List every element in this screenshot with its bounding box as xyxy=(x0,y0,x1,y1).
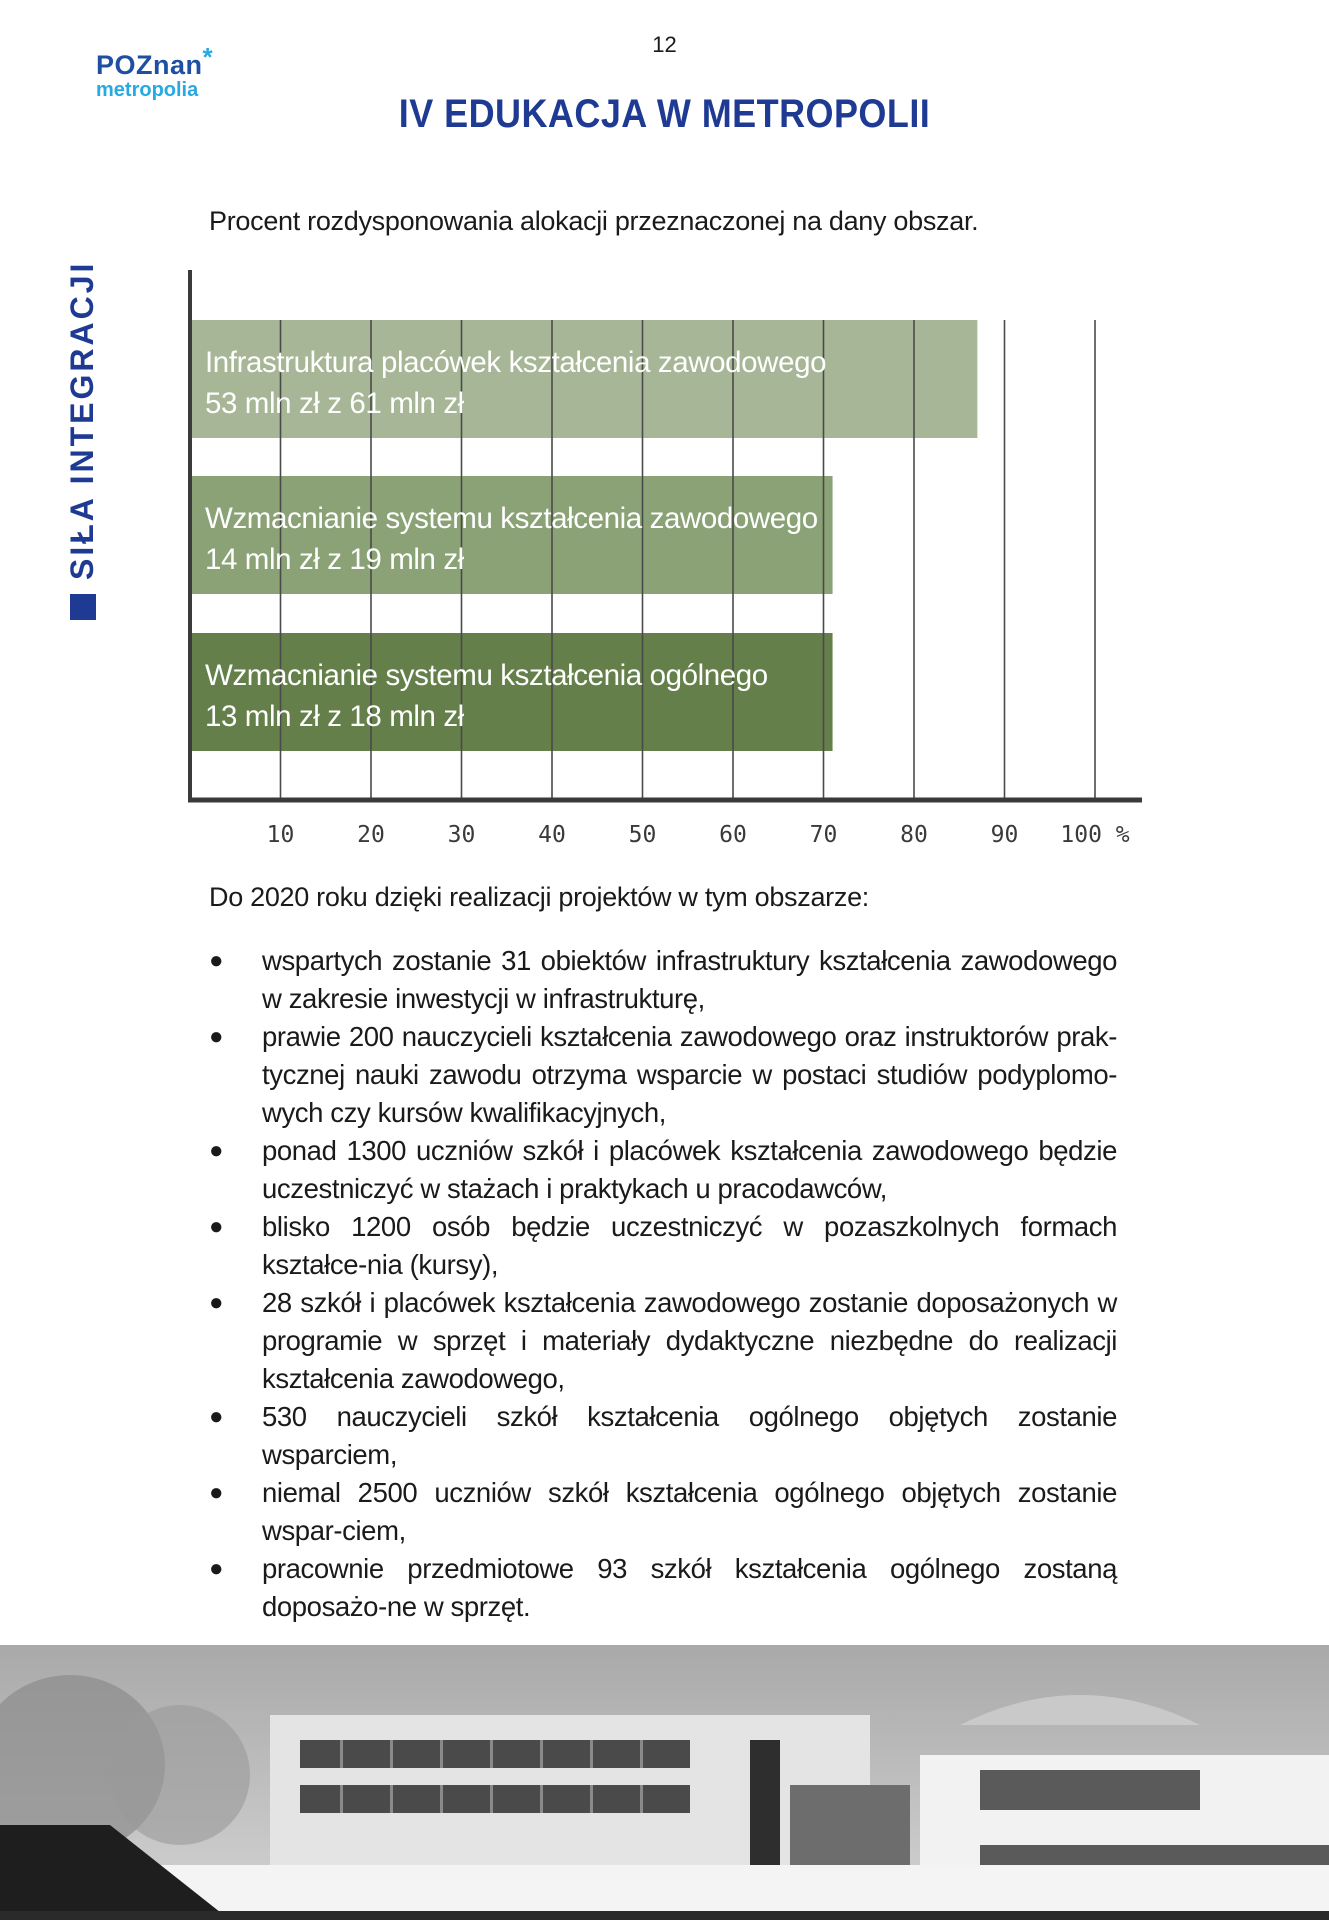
list-item xyxy=(209,1208,1117,1284)
bullet-icon: ● xyxy=(209,1023,224,1050)
bar xyxy=(190,476,833,594)
x-tick-label: 70 xyxy=(809,822,838,848)
x-tick-label: 50 xyxy=(628,822,657,848)
bar-category-label: Wzmacnianie systemu kształcenia ogólnego xyxy=(205,659,768,692)
side-label-text: SIŁA INTEGRACJI xyxy=(64,260,100,580)
x-tick-label: 100 % xyxy=(1060,822,1130,848)
list-item-text: 530 nauczycieli szkół kształcenia ogólnego objętych zostanie wsparciem, xyxy=(262,1401,1117,1470)
list-item xyxy=(209,942,1117,1018)
bar xyxy=(190,320,977,438)
logo-wordmark: POZnan xyxy=(96,50,203,80)
bullet-icon: ● xyxy=(209,1555,224,1582)
list-item-text: blisko 1200 osób będzie uczestniczyć w pozaszkolnych formach kształce-nia (kursy), xyxy=(262,1211,1117,1280)
bar-category-label: Wzmacnianie systemu kształcenia zawodowego xyxy=(205,502,818,535)
list-item xyxy=(209,1550,1117,1626)
list-item xyxy=(209,1018,1117,1132)
list-item xyxy=(209,1284,1117,1398)
bullet-icon: ● xyxy=(209,1289,224,1316)
list-item-text: niemal 2500 uczniów szkół kształcenia ogólnego objętych zostanie wspar-ciem, xyxy=(262,1477,1117,1546)
page-title: IV EDUKACJA W METROPOLII xyxy=(398,92,931,136)
bullet-icon: ● xyxy=(209,1137,224,1164)
chart-caption: Procent rozdysponowania alokacji przeznaczonej na dany obszar. xyxy=(209,206,979,236)
bullet-icon: ● xyxy=(209,1403,224,1430)
bar-value-label: 14 mln zł z 19 mln zł xyxy=(205,543,464,576)
list-item xyxy=(209,1474,1117,1550)
bar-category-label: Infrastruktura placówek kształcenia zawodowego xyxy=(205,346,827,379)
list-item-text: 28 szkół i placówek kształcenia zawodowego zostanie doposażonych w programie w sprzęt i materiały dydaktyczne niezbędne do realizacji kształcenia zawodowego, xyxy=(262,1287,1117,1394)
allocation-bar-chart xyxy=(0,0,1329,860)
x-tick-label: 90 xyxy=(990,822,1019,848)
bar-value-label: 13 mln zł z 18 mln zł xyxy=(205,700,464,733)
x-tick-label: 60 xyxy=(719,822,747,848)
page-number: 12 xyxy=(652,32,677,57)
x-tick-label: 30 xyxy=(447,822,476,848)
intro-text: Do 2020 roku dzięki realizacji projektów w tym obszarze: xyxy=(209,882,869,912)
list-item-text: ponad 1300 uczniów szkół i placówek kształcenia zawodowego będzie uczestniczyć w stażach i praktykach u pracodawców, xyxy=(262,1135,1117,1204)
list-item xyxy=(209,1132,1117,1208)
x-tick-label: 20 xyxy=(357,822,385,848)
list-item-text: pracownie przedmiotowe 93 szkół kształcenia ogólnego zostaną doposażo-ne w sprzęt. xyxy=(262,1553,1117,1622)
bar xyxy=(190,633,833,751)
list-item-text: wspartych zostanie 31 obiektów infrastruktury kształcenia zawodowego w zakresie inwestycji w infrastrukturę, xyxy=(262,945,1117,1014)
list-item xyxy=(209,1398,1117,1474)
outcomes-list xyxy=(209,942,1117,1626)
bullet-icon: ● xyxy=(209,947,224,974)
bar-value-label: 53 mln zł z 61 mln zł xyxy=(205,387,464,420)
x-tick-label: 80 xyxy=(900,822,928,848)
school-building-illustration xyxy=(0,1645,1329,1920)
bullet-icon: ● xyxy=(209,1213,224,1240)
logo-subtitle: metropolia xyxy=(96,79,199,101)
logo-star-icon: * xyxy=(202,42,214,72)
x-tick-label: 40 xyxy=(538,822,566,848)
x-tick-label: 10 xyxy=(266,822,295,848)
bullet-icon: ● xyxy=(209,1479,224,1506)
list-item-text: prawie 200 nauczycieli kształcenia zawodowego oraz instruktorów prak-tycznej nauki zawodu otrzyma wsparcie w postaci studiów podyplomo-wych czy kursów kwalifikacyjnych, xyxy=(262,1021,1117,1128)
